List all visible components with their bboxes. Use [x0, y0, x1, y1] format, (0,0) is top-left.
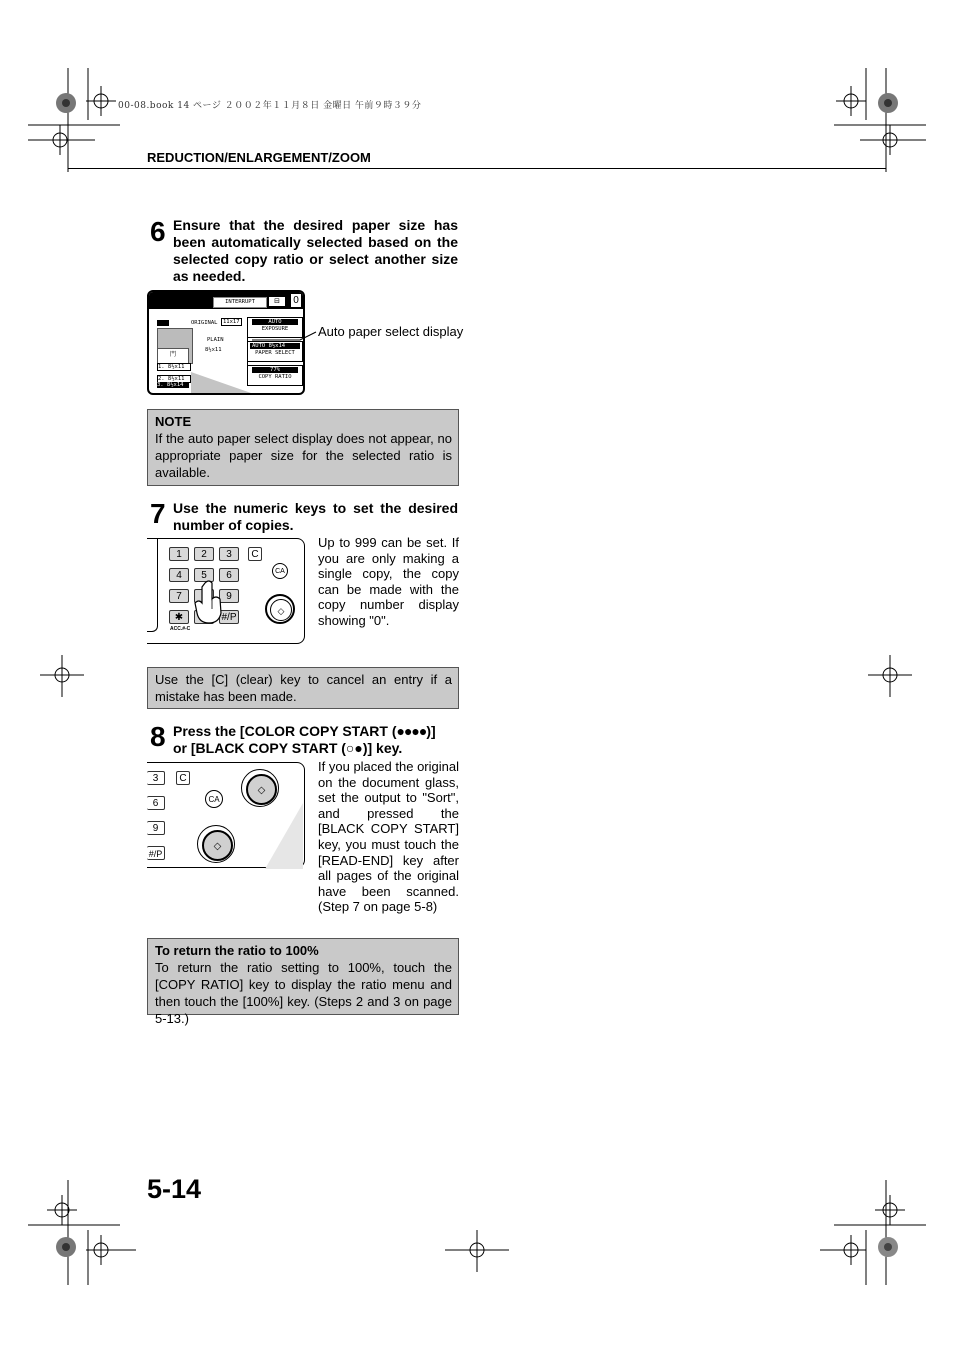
acc-label: ACC.#-C [170, 626, 191, 632]
note-box [147, 409, 459, 486]
page-number: 5-14 [147, 1174, 202, 1204]
key-9-partial[interactable]: 9 [147, 821, 165, 835]
clear-key[interactable]: C [248, 547, 262, 561]
note-text: If the auto paper select display does not appear, no appropriate paper size for the selected ratio is available. [155, 431, 452, 480]
step-6-number: 6 [150, 216, 166, 247]
key-3-partial[interactable]: 3 [147, 771, 165, 785]
original-size: 11x17 [223, 319, 240, 325]
tray-3: 3. 8½x14 [157, 382, 189, 388]
interrupt-key: INTERRUPT [213, 297, 267, 308]
paper-size: 8½x11 [205, 347, 222, 353]
key-6-partial[interactable]: 6 [147, 796, 165, 810]
color-start-icon: ●●●● [396, 723, 427, 739]
black-start-key[interactable]: ◇ [265, 594, 295, 624]
key-6[interactable]: 6 [219, 568, 239, 582]
key-hash-p-partial[interactable]: #/P [147, 846, 165, 860]
key-7[interactable]: 7 [169, 589, 189, 603]
step-6-title: Ensure that the desired paper size has been automatically selected based on the selected copy ratio or select another size as needed. [173, 217, 458, 284]
key-1[interactable]: 1 [169, 547, 189, 561]
key-9[interactable]: 9 [219, 589, 239, 603]
key-hash-p[interactable]: #/P [219, 610, 239, 624]
paper-select-key[interactable]: AUTO 8½x14 PAPER SELECT [247, 341, 303, 362]
callout-leader [0, 0, 954, 400]
key-3[interactable]: 3 [219, 547, 239, 561]
clear-key-step8[interactable]: C [176, 771, 190, 785]
hand-pointer-icon [191, 579, 227, 625]
step-8-number: 8 [150, 721, 166, 752]
running-head: REDUCTION/ENLARGEMENT/ZOOM [147, 150, 371, 165]
tray-1: 1. 8½x11 [157, 363, 191, 371]
key-4[interactable]: 4 [169, 568, 189, 582]
exposure-key[interactable]: AUTO EXPOSURE [247, 317, 303, 338]
tray-2: 2. 8½x11 [157, 375, 191, 383]
key-5[interactable]: 5 [194, 568, 214, 582]
black-copy-start-key[interactable]: ◇ [197, 825, 235, 863]
touch-panel-illustration: INTERRUPT ⊟ 0 ORIGINAL 11x17 PLAIN 8½x11 門 1. 8½x11 2. 8½x11 3. 8½x14 AUTO EXPOSURE AUTO 8½x14 PAPER SELECT 77% COPY RATIO [147, 290, 305, 395]
copy-ratio-key[interactable]: 77% COPY RATIO [247, 365, 303, 386]
key-asterisk[interactable]: ✱ [169, 610, 189, 624]
return-ratio-box [147, 938, 459, 1026]
ca-key[interactable]: CA [272, 563, 288, 579]
step-7-number: 7 [150, 498, 166, 529]
clear-key-note [147, 667, 459, 709]
key-2[interactable]: 2 [194, 547, 214, 561]
clear-key-note-text: Use the [C] (clear) key to cancel an entry if a mistake has been made. [155, 672, 452, 704]
color-copy-start-key[interactable]: ◇ [241, 769, 279, 807]
step-7-title: Use the numeric keys to set the desired number of copies. [173, 500, 458, 533]
step-8-text: If you placed the original on the document glass, set the output to "Sort", and pressed the [BLACK COPY START] key, you must touch the [READ-END] key after all pages of the original have been scanned. (Step 7 on page 5-8) [318, 759, 459, 915]
numeric-keypad-illustration [147, 538, 305, 644]
start-keys-illustration [147, 762, 305, 868]
return-ratio-heading: To return the ratio to 100% [155, 943, 319, 958]
tray-icon: ⊟ [269, 297, 285, 306]
auto-paper-select-callout: Auto paper select display [318, 324, 464, 339]
note-heading: NOTE [155, 414, 192, 429]
ca-key-step8[interactable]: CA [205, 790, 223, 808]
step-7-text: Up to 999 can be set. If you are only making a single copy, the copy can be made with the copy number display showing "0". [318, 535, 459, 628]
original-label: ORIGINAL [191, 320, 218, 326]
paper-type: PLAIN [207, 337, 224, 343]
copy-count: 0 [291, 294, 301, 307]
step-8-title: Press the [COLOR COPY START (●●●●)] or [BLACK COPY START (○●)] key. [173, 723, 436, 756]
print-info: 00-08.book 14 ページ ２００２年１１月８日 金曜日 午前９時３９分 [118, 101, 422, 111]
black-start-icon: ○● [345, 740, 363, 756]
return-ratio-text: To return the ratio setting to 100%, touch the [COPY RATIO] key to display the ratio menu and then touch the [100%] key. (Steps 2 and 3 on page 5-13.) [155, 960, 452, 1026]
